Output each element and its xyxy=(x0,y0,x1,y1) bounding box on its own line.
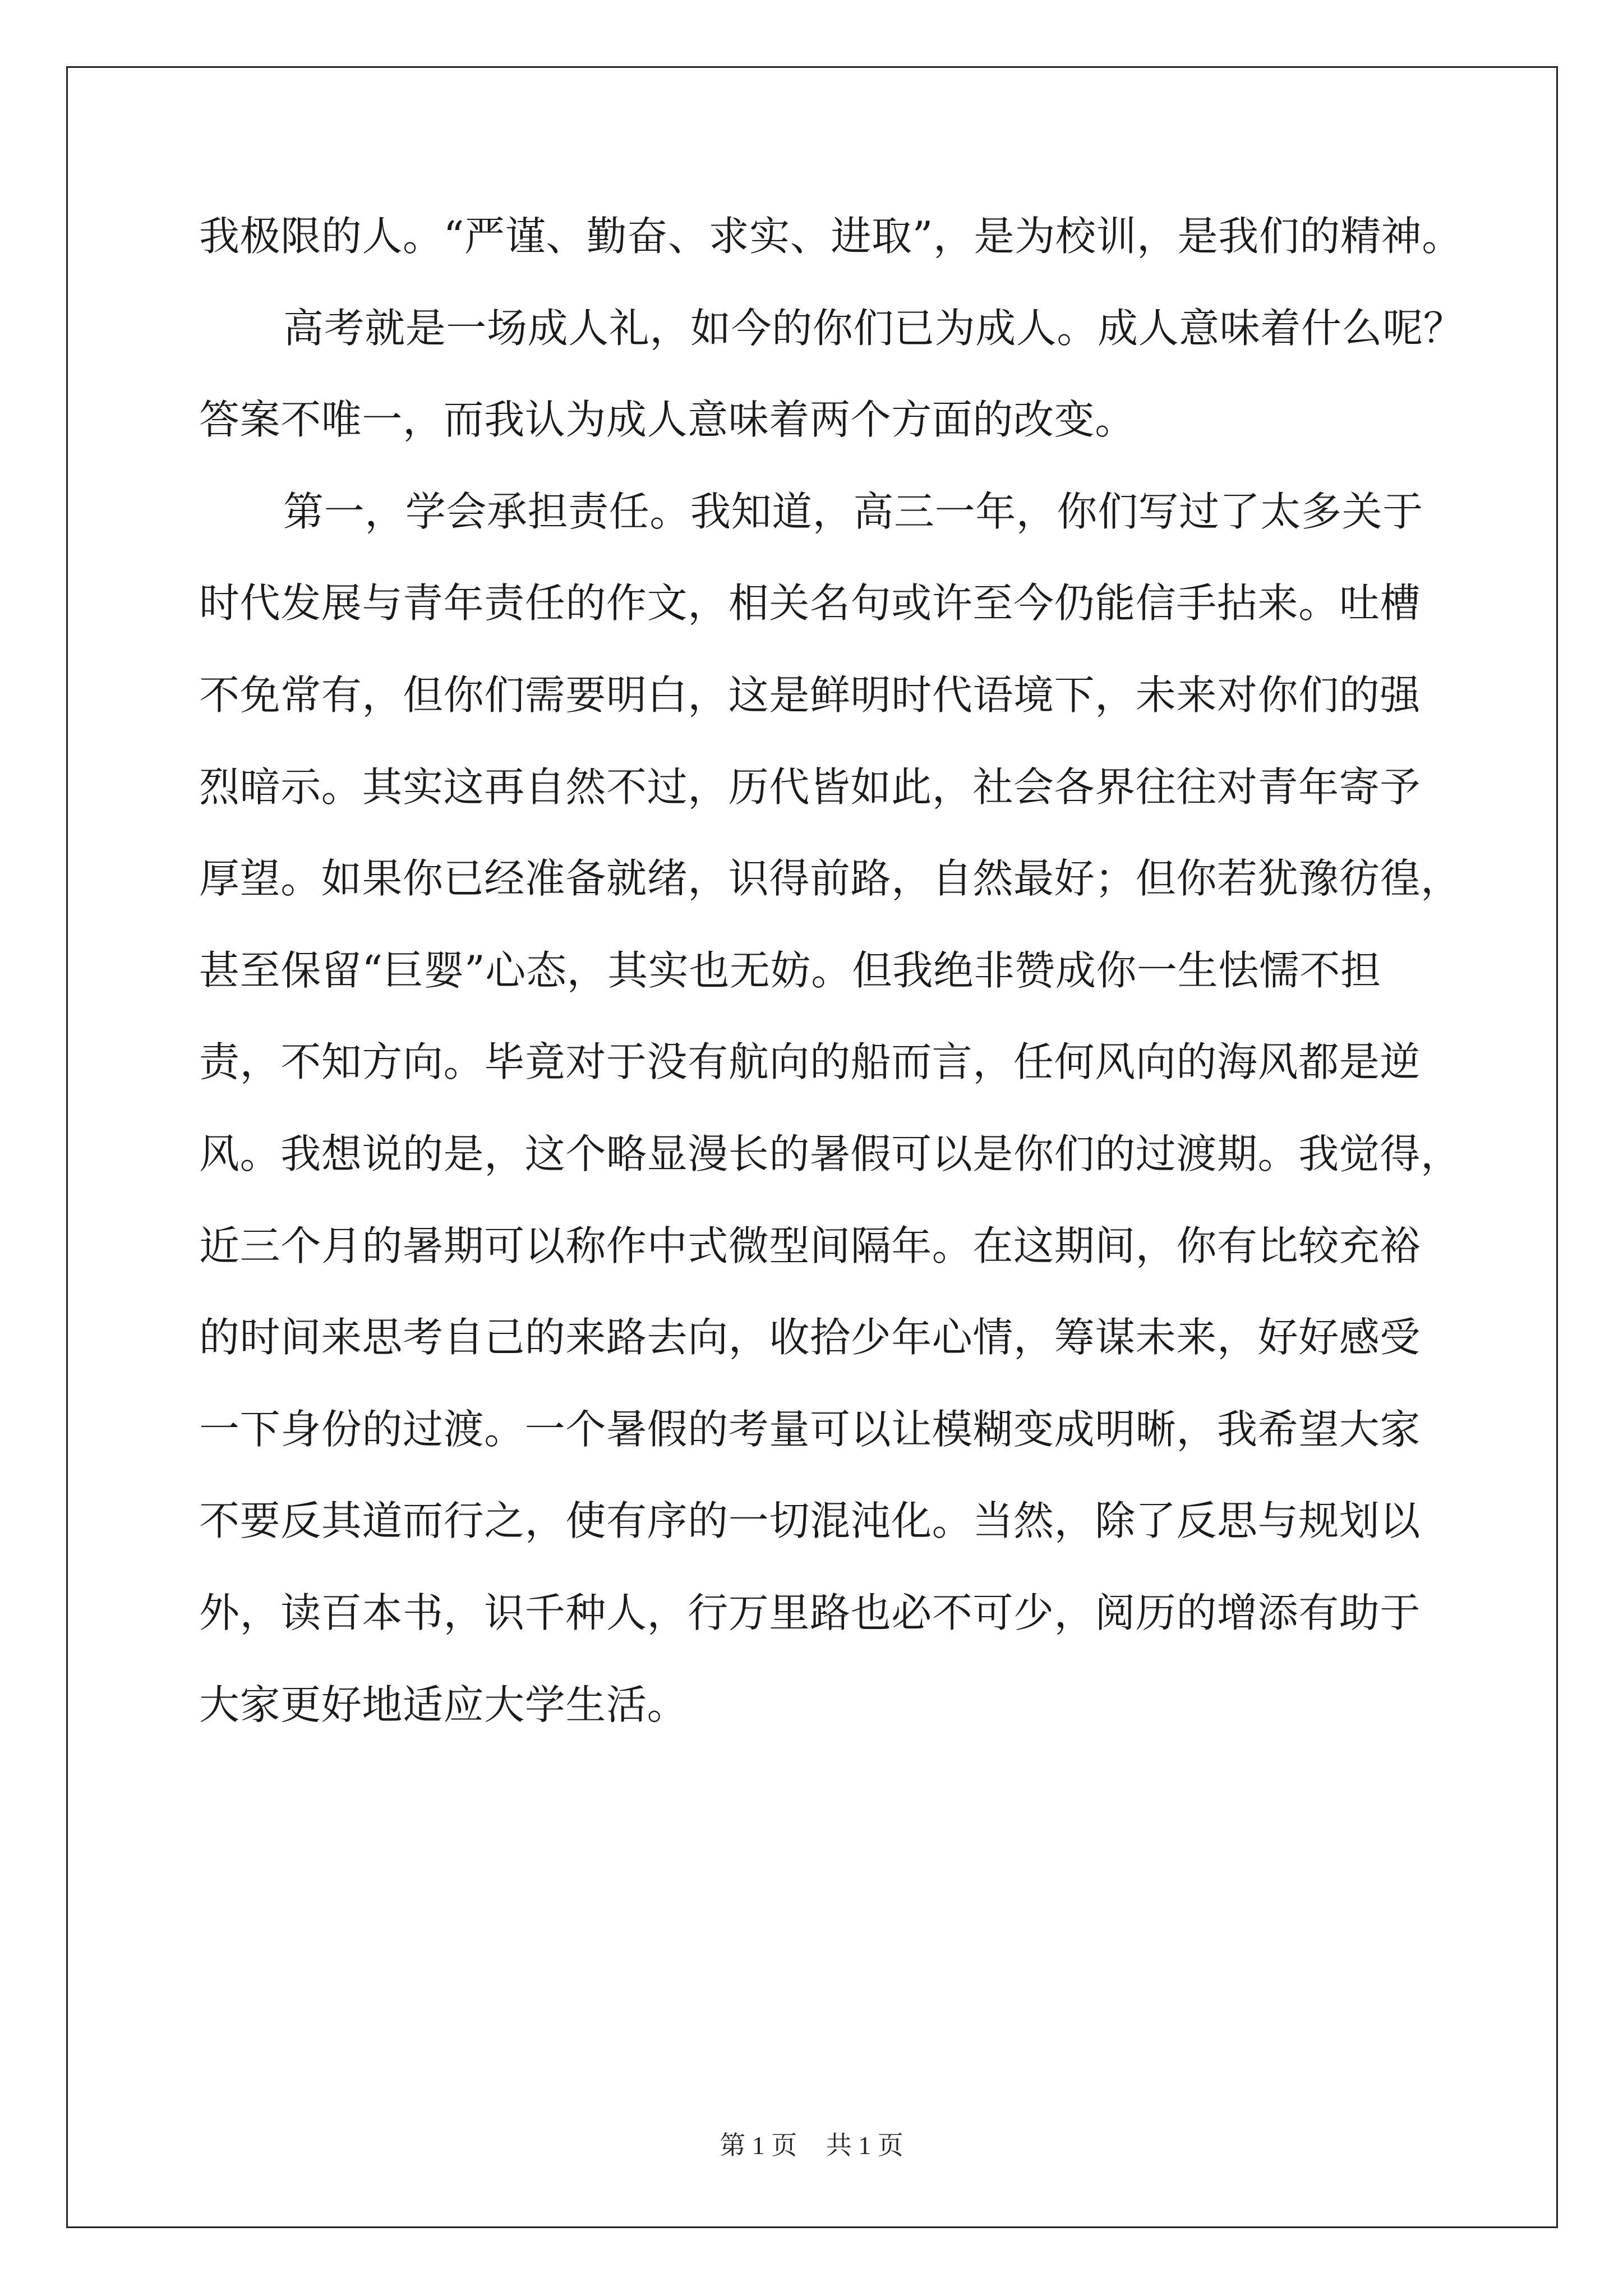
text-line: 外，读百本书，识千种人，行万里路也必不可少，阅历的增添有助于 xyxy=(199,1589,1421,1636)
text-line: 近三个月的暑期可以称作中式微型间隔年。在这期间，你有比较充裕 xyxy=(199,1222,1421,1269)
page-footer xyxy=(0,2125,1623,2162)
text-line: 一下身份的过渡。一个暑假的考量可以让模糊变成明晰，我希望大家 xyxy=(199,1405,1421,1453)
text-line: 我极限的人。“严谨、勤奋、求实、进取”，是为校训，是我们的精神。 xyxy=(199,213,1463,260)
text-line: 风。我想说的是，这个略显漫长的暑假可以是你们的过渡期。我觉得， xyxy=(199,1130,1461,1177)
text-line: 大家更好地适应大学生活。 xyxy=(199,1681,688,1728)
text-line: 答案不唯一，而我认为成人意味着两个方面的改变。 xyxy=(199,396,1136,444)
document-body xyxy=(199,191,1464,1751)
text-line: 责，不知方向。毕竟对于没有航向的船而言，任何风向的海风都是逆 xyxy=(199,1038,1421,1086)
text-line: 烈暗示。其实这再自然不过，历代皆如此，社会各界往往对青年寄予 xyxy=(199,763,1421,811)
text-line: 的时间来思考自己的来路去向，收拾少年心情，筹谋未来，好好感受 xyxy=(199,1314,1421,1361)
text-line: 高考就是一场成人礼，如今的你们已为成人。成人意味着什么呢？ xyxy=(283,304,1464,352)
page-number: 第 1 页 xyxy=(720,2131,797,2160)
text-line: 甚至保留“巨婴”心态，其实也无妨。但我绝非赞成你一生怯懦不担 xyxy=(199,946,1381,994)
text-line: 时代发展与青年责任的作文，相关名句或许至今仍能信手拈来。吐槽 xyxy=(199,579,1421,627)
page-total: 共 1 页 xyxy=(826,2131,903,2160)
text-line: 不要反其道而行之，使有序的一切混沌化。当然，除了反思与规划以 xyxy=(199,1497,1421,1545)
text-line: 不免常有，但你们需要明白，这是鲜明时代语境下，未来对你们的强 xyxy=(199,671,1421,719)
text-line: 第一，学会承担责任。我知道，高三一年，你们写过了太多关于 xyxy=(283,487,1423,535)
text-line: 厚望。如果你已经准备就绪，识得前路，自然最好；但你若犹豫彷徨， xyxy=(199,855,1461,903)
